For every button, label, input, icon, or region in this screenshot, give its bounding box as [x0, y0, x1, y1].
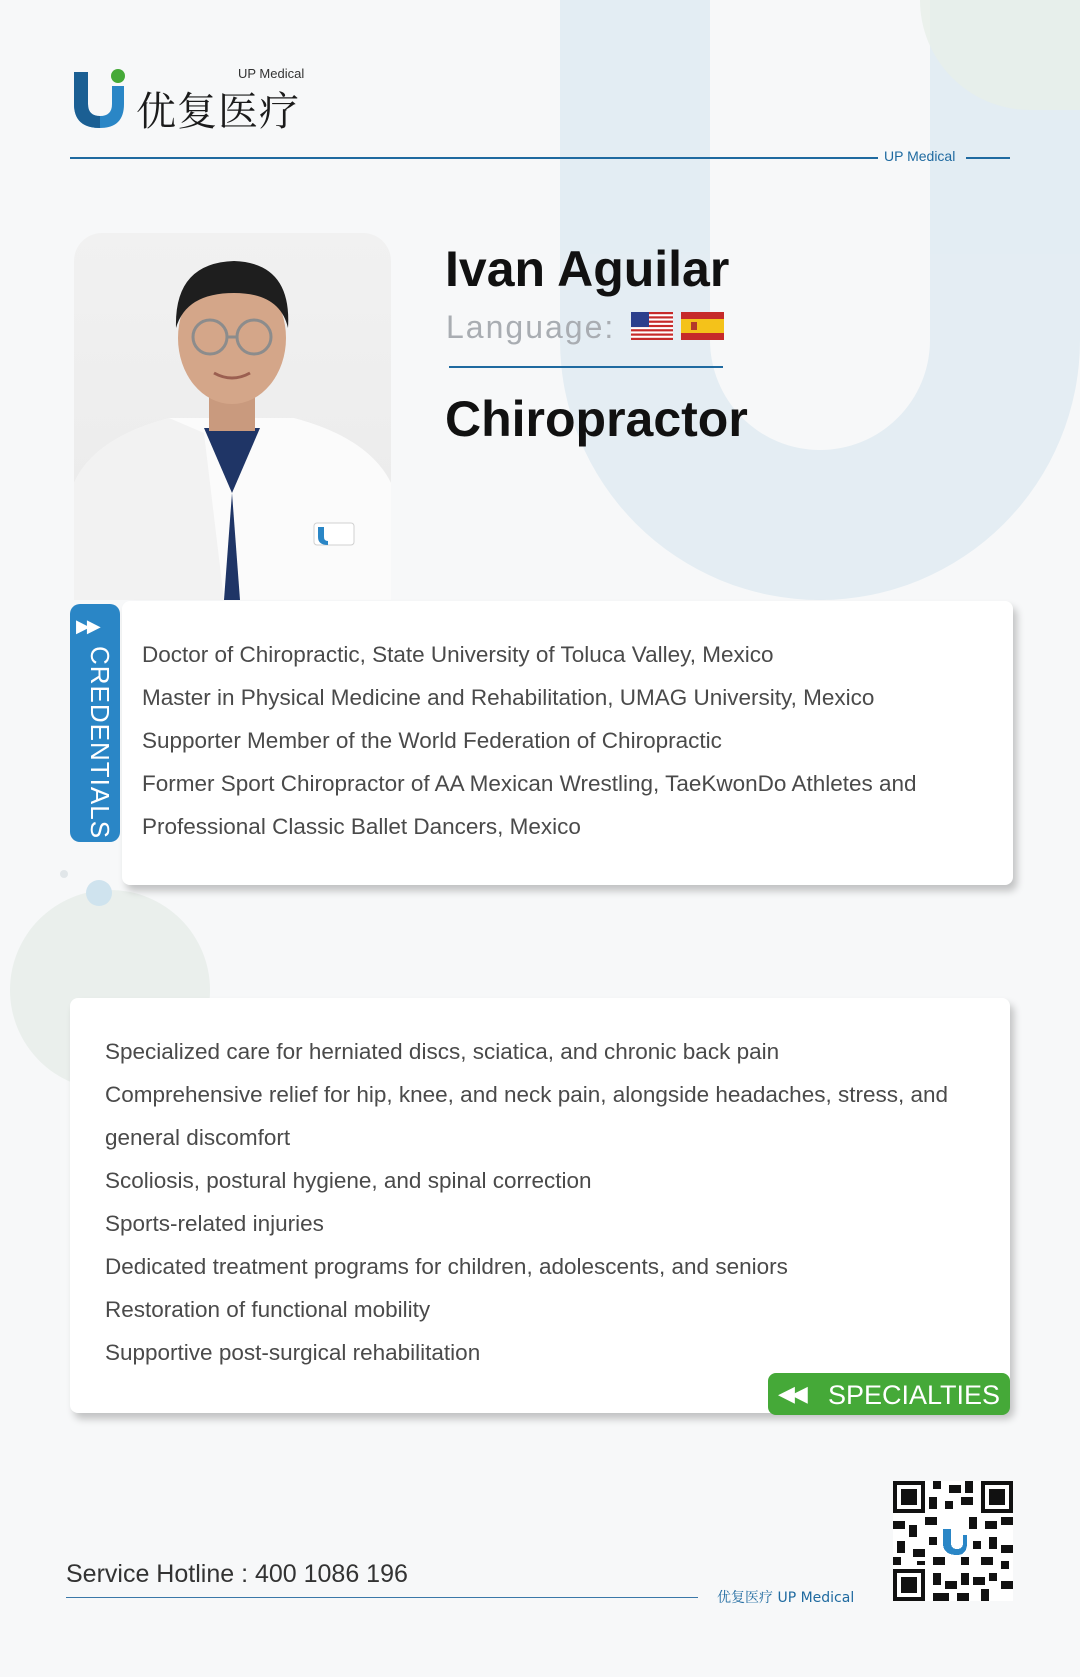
logo-english-text: UP Medical — [238, 66, 305, 81]
specialties-card — [70, 998, 1010, 1413]
credentials-list — [142, 633, 1002, 848]
rewind-arrows-icon: ◀◀ — [778, 1381, 804, 1406]
header-divider — [70, 157, 878, 159]
header-tag: UP Medical — [884, 148, 956, 164]
list-item: Supporter Member of the World Federation of Chiropractic — [142, 728, 722, 753]
background-dot — [86, 880, 112, 906]
doctor-photo — [74, 233, 391, 600]
doctor-portrait-icon — [74, 233, 391, 600]
specialties-list — [105, 1030, 985, 1374]
service-hotline: Service Hotline : 400 1086 196 — [66, 1560, 408, 1588]
list-item: Scoliosis, postural hygiene, and spinal correction — [105, 1168, 592, 1193]
logo-u-icon — [70, 68, 128, 130]
list-item: Dedicated treatment programs for children, adolescents, and seniors — [105, 1254, 788, 1279]
footer-divider — [66, 1597, 698, 1598]
specialties-tab — [768, 1373, 1010, 1415]
doctor-name: Ivan Aguilar — [445, 241, 730, 297]
list-item: Master in Physical Medicine and Rehabilitation, UMAG University, Mexico — [142, 685, 875, 710]
credentials-tab-label: CREDENTIALS — [85, 646, 115, 840]
spain-flag-icon — [681, 312, 724, 340]
title-divider — [449, 366, 723, 368]
background-dot — [60, 870, 68, 878]
play-arrows-icon: ▶▶ — [76, 616, 98, 636]
language-label: Language: — [446, 309, 616, 345]
specialties-tab-label: SPECIALTIES — [828, 1380, 1001, 1410]
list-item: Doctor of Chiropractic, State University of Toluca Valley, Mexico — [142, 642, 774, 667]
list-item: Comprehensive relief for hip, knee, and neck pain, alongside headaches, stress, and general discomfort — [105, 1082, 949, 1150]
us-flag-icon — [631, 312, 673, 340]
qr-code-icon — [893, 1481, 1013, 1601]
list-item: Former Sport Chiropractor of AA Mexican Wrestling, TaeKwonDo Athletes and Professional Classic Ballet Dancers, Mexico — [142, 771, 917, 839]
credentials-card — [122, 601, 1013, 885]
header-divider — [966, 157, 1010, 159]
list-item: Restoration of functional mobility — [105, 1297, 431, 1322]
list-item: Specialized care for herniated discs, sciatica, and chronic back pain — [105, 1039, 780, 1064]
list-item: Supportive post-surgical rehabilitation — [105, 1340, 481, 1365]
logo-chinese-text: 优复医疗 — [136, 89, 300, 135]
list-item: Sports-related injuries — [105, 1211, 324, 1236]
brand-logo — [70, 62, 320, 135]
footer-brand: 优复医疗 UP Medical — [717, 1590, 855, 1606]
doctor-title: Chiropractor — [445, 391, 748, 447]
credentials-tab — [70, 604, 120, 842]
